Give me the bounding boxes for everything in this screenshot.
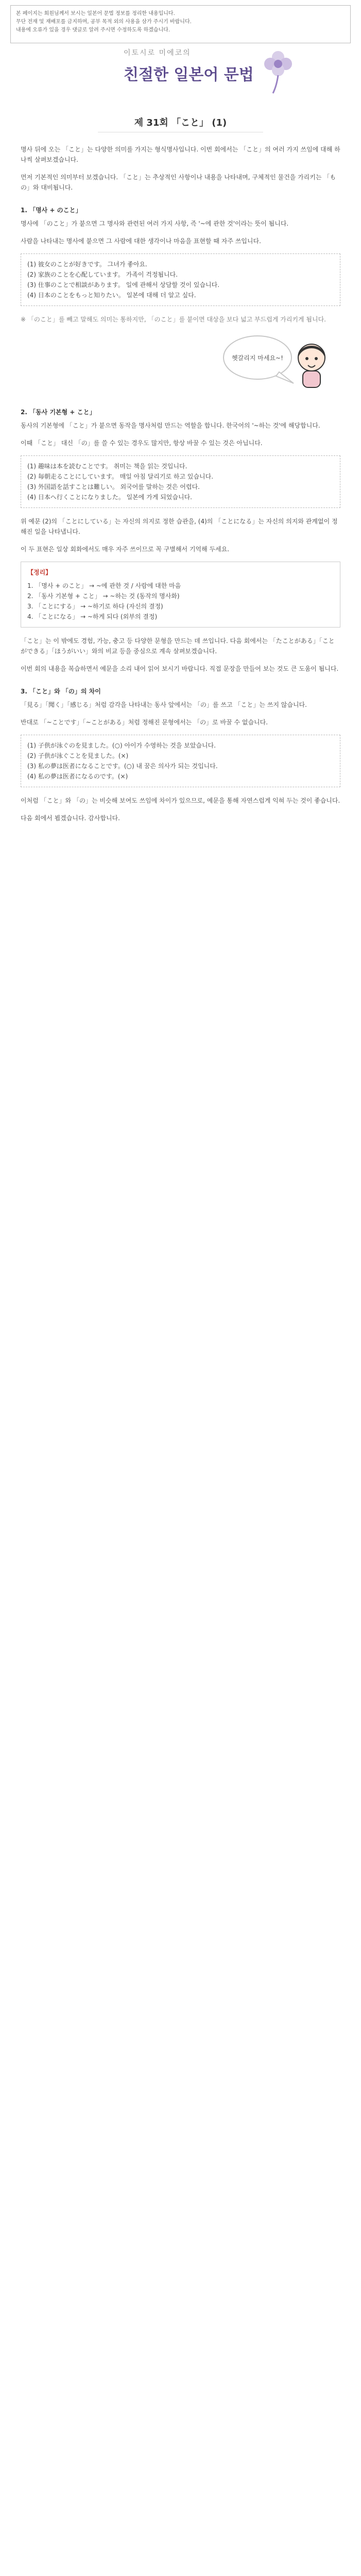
section-title: 1. 「명사 + のこと」 bbox=[21, 207, 82, 214]
section-title: 2. 「동사 기본형 + こと」 bbox=[21, 409, 96, 416]
example-line: (1) 彼女のことが好きです。 그녀가 좋아요. bbox=[27, 261, 147, 268]
summary-line: 3. 「ことにする」 → ~하기로 하다 (자신의 결정) bbox=[27, 603, 163, 610]
summary-line: 4. 「ことになる」 → ~하게 되다 (외부의 결정) bbox=[27, 613, 158, 620]
intro-paragraph: 명사 뒤에 오는 「こと」는 다양한 의미를 가지는 형식명사입니다. 이번 회에서는 「こと」의 여러 가지 쓰임에 대해 하나씩 살펴보겠습니다. bbox=[21, 146, 340, 163]
summary-line: 2. 「동사 기본형 + こと」 → ~하는 것 (동작의 명사화) bbox=[27, 592, 180, 600]
example-line: (2) 毎朝走ることにしています。 매일 아침 달리기로 하고 있습니다. bbox=[27, 473, 214, 480]
article-content bbox=[21, 144, 340, 831]
intro-paragraph: 먼저 기본적인 의미부터 보겠습니다. 「こと」는 추상적인 사항이나 내용을 나타내며, 구체적인 물건을 가리키는 「もの」와 대비됩니다. bbox=[21, 174, 336, 191]
brand-kicker: 이토시로 미에코의 bbox=[124, 49, 191, 57]
notice-line: 무단 전재 및 재배포를 금지하며, 공부 목적 외의 사용을 삼가 주시기 바랍니다. bbox=[16, 19, 192, 25]
example-line: (4) 私の夢は医者になるのです。(×) bbox=[27, 773, 128, 780]
example-line: (2) 家族のことを心配しています。 가족이 걱정됩니다. bbox=[27, 271, 178, 278]
summary-line: 1. 「명사 + のこと」 → ~에 관한 것 / 사람에 대한 마음 bbox=[27, 582, 181, 589]
callout-text: 헷갈리지 마세요~! bbox=[232, 354, 283, 362]
section-paragraph: 명사에 「のこと」가 붙으면 그 명사와 관련된 여러 가지 사항, 즉 '~에 관한 것'이라는 뜻이 됩니다. bbox=[21, 220, 289, 227]
example-line: (4) 日本へ行くことになりました。 일본에 가게 되었습니다. bbox=[27, 494, 192, 501]
section-paragraph: 반대로 「~ことです」「~ことがある」처럼 정해진 문형에서는 「の」로 바꿀 수 없습니다. bbox=[21, 719, 268, 726]
followup-paragraph: 이번 회의 내용을 복습하면서 예문을 소리 내어 읽어 보시기 바랍니다. 직접 문장을 만들어 보는 것도 큰 도움이 됩니다. bbox=[21, 665, 339, 672]
example-line: (3) 外国語を話すことは難しい。 외국어를 말하는 것은 어렵다. bbox=[27, 483, 200, 490]
section-paragraph: 이때 「こと」 대신 「の」를 쓸 수 있는 경우도 많지만, 항상 바꿀 수 있는 것은 아닙니다. bbox=[21, 439, 263, 447]
example-line: (1) 子供が泳ぐのを見ました。(○) 아이가 수영하는 것을 보았습니다. bbox=[27, 742, 216, 749]
closing-paragraph: 이처럼 「こと」와 「の」는 비슷해 보여도 쓰임에 차이가 있으므로, 예문을 통해 자연스럽게 익혀 두는 것이 좋습니다. bbox=[21, 797, 340, 804]
section-note: 이 두 표현은 일상 회화에서도 매우 자주 쓰이므로 꼭 구별해서 기억해 두세요. bbox=[21, 546, 230, 553]
summary-label: 【정리】 bbox=[27, 569, 52, 576]
example-line: (4) 日本のことをもっと知りたい。 일본에 대해 더 알고 싶다. bbox=[27, 292, 196, 299]
flower-decoration-icon bbox=[257, 44, 299, 96]
example-box bbox=[21, 735, 340, 787]
notice-box bbox=[10, 5, 351, 43]
section-title: 3. 「こと」와 「の」의 차이 bbox=[21, 688, 101, 695]
note-paragraph: ※ 「のこと」를 빼고 말해도 의미는 통하지만, 「のこと」를 붙이면 대상을 보다 넓고 부드럽게 가리키게 됩니다. bbox=[21, 316, 326, 323]
closing-paragraph: 다음 회에서 뵙겠습니다. 감사합니다. bbox=[21, 815, 120, 822]
example-line: (3) 私の夢は医者になることです。(○) 내 꿈은 의사가 되는 것입니다. bbox=[27, 762, 218, 770]
notice-line: 내용에 오류가 있을 경우 댓글로 알려 주시면 수정하도록 하겠습니다. bbox=[16, 27, 170, 33]
brand-header bbox=[124, 47, 278, 109]
example-line: (2) 子供が泳ぐことを見ました。(×) bbox=[27, 752, 129, 759]
section-paragraph: 「見る」「聞く」「感じる」처럼 감각을 나타내는 동사 앞에서는 「の」를 쓰고 「こと」는 쓰지 않습니다. bbox=[21, 701, 307, 708]
section-paragraph: 사람을 나타내는 명사에 붙으면 그 사람에 대한 생각이나 마음을 표현할 때 자주 쓰입니다. bbox=[21, 238, 261, 245]
example-line: (3) 仕事のことで相談があります。 일에 관해서 상담할 것이 있습니다. bbox=[27, 281, 220, 289]
lesson-title: 제 31회 「こと」 (1) bbox=[134, 117, 227, 128]
notice-line: 본 페이지는 회원님께서 보시는 일본어 문법 정보를 정리한 내용입니다. bbox=[16, 11, 175, 16]
example-line: (1) 趣味は本を読むことです。 취미는 책을 읽는 것입니다. bbox=[27, 463, 187, 470]
section-note: 위 예문 (2)의 「ことにしている」는 자신의 의지로 정한 습관을, (4)의 「ことになる」는 자신의 의지와 관계없이 정해진 일을 나타냅니다. bbox=[21, 518, 338, 535]
followup-paragraph: 「こと」는 이 밖에도 경험, 가능, 충고 등 다양한 문형을 만드는 데 쓰입니다. 다음 회에서는 「たことがある」「ことができる」「ほうがいい」와의 비교 등을 중심으로 계속 살펴보겠습니다. bbox=[21, 637, 335, 655]
example-box bbox=[21, 455, 340, 508]
brand-title: 친절한 일본어 문법 bbox=[124, 66, 254, 84]
section-paragraph: 동사의 기본형에 「こと」가 붙으면 동작을 명사처럼 만드는 역할을 합니다. 한국어의 '~하는 것'에 해당합니다. bbox=[21, 422, 320, 429]
callout bbox=[21, 332, 340, 394]
girl-character-icon bbox=[288, 337, 335, 394]
example-box bbox=[21, 253, 340, 306]
speech-bubble-icon bbox=[221, 332, 299, 388]
summary-box bbox=[21, 562, 340, 628]
